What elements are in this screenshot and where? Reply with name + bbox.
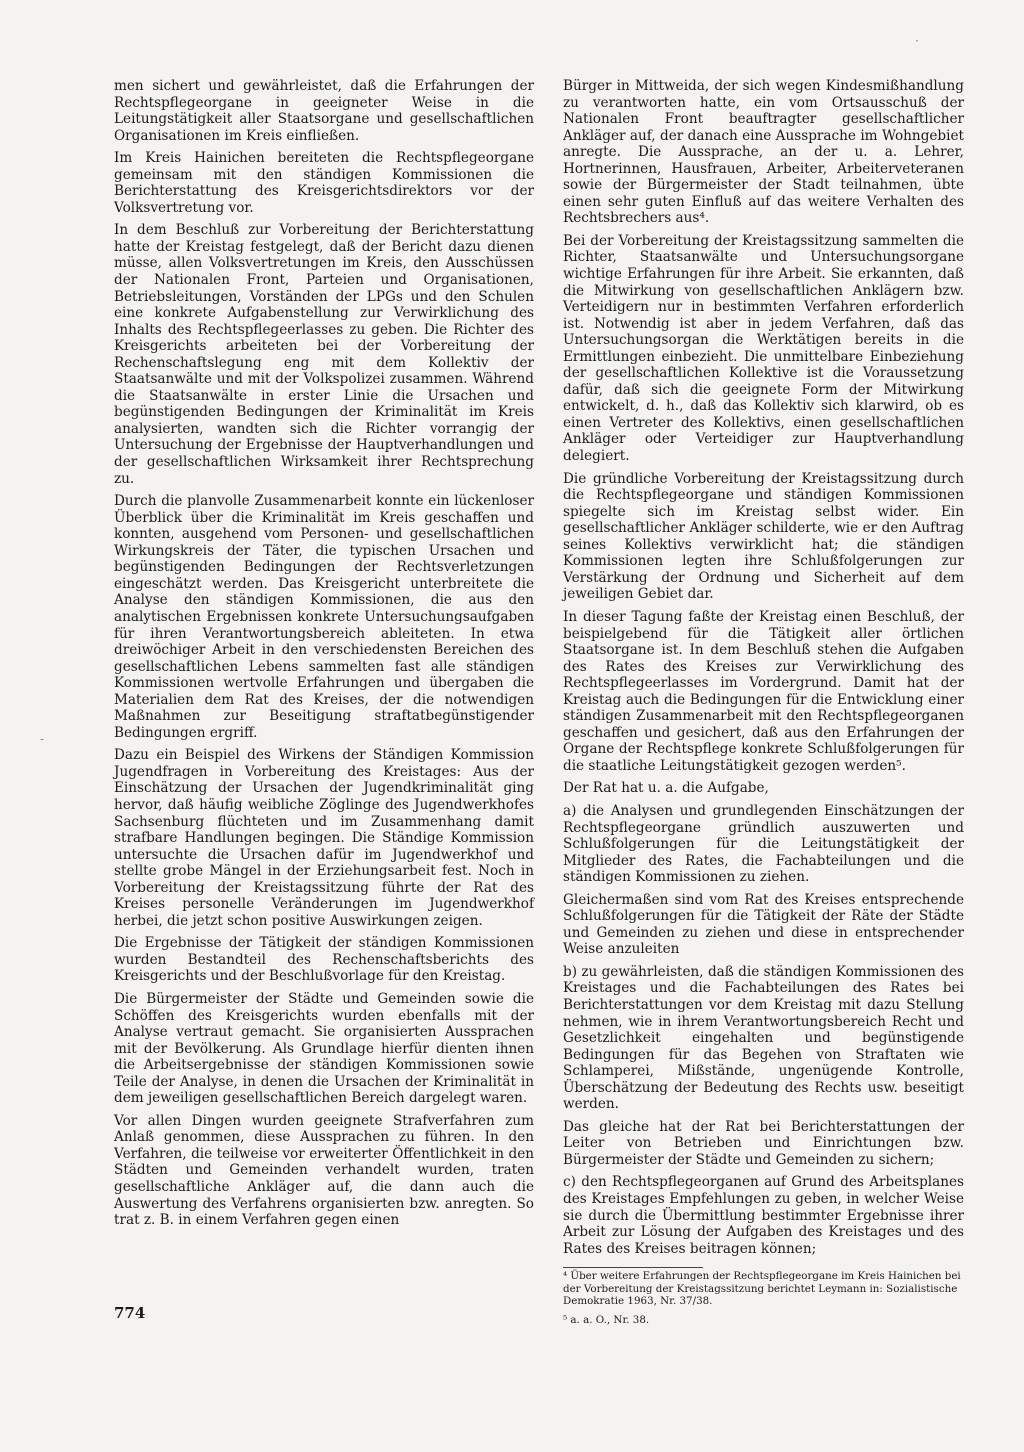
paragraph: Dazu ein Beispiel des Wirkens der Ständigen Kommission Jugendfragen in Vorbereitung des Kreistages: Aus der Einschätzung der Ursachen der Jugendkriminalität ging hervor, daß häufig weibliche Zöglinge des Jugendwerkhofes Sachsenburg flüchteten und im Zusammenhang damit strafbare Handlungen begingen. Die Ständige Kommission untersuchte die Ursachen dafür im Jugendwerkhof und stellte grobe Mängel in der Erziehungsarbeit fest. Noch in Vorbereitung der Kreistagssitzung führte der Rat des Kreises personelle Veränderungen im Jugendwerkhof herbei, die jetzt schon positive Auswirkungen zeigen. xyxy=(114,747,534,929)
paragraph: Die Ergebnisse der Tätigkeit der ständigen Kommissionen wurden Bestandteil des Rechenschaftsberichts des Kreisgerichts und der Beschlußvorlage für den Kreistag. xyxy=(114,935,534,985)
footnote: ⁴ Über weitere Erfahrungen der Rechtspflegeorgane im Kreis Hainichen bei der Vorbereitung der Kreistagssitzung berichtet Leymann in: Sozialistische Demokratie 1963, Nr. 37/38. xyxy=(563,1270,961,1308)
paragraph: Im Kreis Hainichen bereiteten die Rechtspflegeorgane gemeinsam mit den ständigen Kommissionen die Berichterstattung des Kreisgerichtsdirektors vor der Volksvertretung vor. xyxy=(114,150,534,216)
paragraph: men sichert und gewährleistet, daß die Erfahrungen der Rechtspflegeorgane in geeigneter Weise in die Leitungstätigkeit aller Staatsorgane und gesellschaftlichen Organisationen im Kreis einfließen. xyxy=(114,78,534,144)
right-column xyxy=(563,78,964,1332)
paragraph: Gleichermaßen sind vom Rat des Kreises entsprechende Schlußfolgerungen für die Tätigkeit der Räte der Städte und Gemeinden zu ziehen und diese in entsprechender Weise anzuleiten xyxy=(563,891,964,958)
paragraph: Das gleiche hat der Rat bei Berichterstattungen der Leiter von Betrieben und Einrichtungen bzw. Bürgermeister der Städte und Gemeinden zu sichern; xyxy=(563,1118,964,1168)
paragraph: Vor allen Dingen wurden geeignete Strafverfahren zum Anlaß genommen, diese Aussprachen zu führen. In den Verfahren, die teilweise vor erweiterter Öffentlichkeit in den Städten und Gemeinden verhandelt wurden, traten gesellschaftliche Ankläger auf, die dann auch die Auswertung des Verfahrens organisierten bzw. anregten. So trat z. B. in einem Verfahren gegen einen xyxy=(114,1112,534,1229)
paragraph: b) zu gewährleisten, daß die ständigen Kommissionen des Kreistages und die Fachabteilungen des Rates bei Berichterstattungen vor dem Kreistag mit dazu Stellung nehmen, wie in ihrem Verantwortungsbereich Recht und Gesetzlichkeit eingehalten und begünstigende Bedingungen für das Begehen von Straftaten wie Schlamperei, Mißstände, ungenügende Kontrolle, Überschätzung der Bedeutung des Rechts usw. beseitigt werden. xyxy=(563,963,964,1113)
page-number: 774 xyxy=(114,1304,146,1322)
footnotes xyxy=(563,1270,964,1326)
paragraph: In dieser Tagung faßte der Kreistag einen Beschluß, der beispielgebend für die Tätigkeit aller örtlichen Staatsorgane ist. In dem Beschluß stehen die Aufgaben des Rates des Kreises zur Verwirklichung des Rechtspflegeerlasses im Vordergrund. Damit hat der Kreistag auch die Bedingungen für die Entwicklung einer ständigen Zusammenarbeit mit den Rechtspflegeorganen geschaffen und gesichert, daß aus den Erfahrungen der Organe der Rechtspflege konkrete Schlußfolgerungen für die staatliche Leitungstätigkeit gezogen werden⁵. xyxy=(563,608,964,774)
paragraph: a) die Analysen und grundlegenden Einschätzungen der Rechtspflegeorgane gründlich auszuwerten und Schlußfolgerungen für die Leitungstätigkeit der Mitglieder des Rates, die Fachabteilungen und die ständigen Kommissionen zu ziehen. xyxy=(563,802,964,886)
paragraph: Bürger in Mittweida, der sich wegen Kindesmißhandlung zu verantworten hatte, ein vom Ortsausschuß der Nationalen Front beauftragter gesellschaftlicher Ankläger auf, der danach eine Aussprache im Wohngebiet anregte. Die Aussprache, an der u. a. Lehrer, Hortnerinnen, Hausfrauen, Arbeiter, Arbeiterveteranen sowie der Bürgermeister der Stadt teilnahmen, übte einen sehr guten Einfluß auf das weitere Verhalten des Rechtsbrechers aus⁴. xyxy=(563,78,964,227)
paragraph: In dem Beschluß zur Vorbereitung der Berichterstattung hatte der Kreistag festgelegt, daß der Bericht dazu dienen müsse, allen Volksvertretungen im Kreis, den Ausschüssen der Nationalen Front, Parteien und Organisationen, Betriebsleitungen, Vorständen der LPGs und den Schulen eine konkrete Aufgabenstellung zur Verwirklichung des Inhalts des Rechtspflegeerlasses zu geben. Die Richter des Kreisgerichts arbeiteten bei der Vorbereitung der Rechenschaftslegung eng mit dem Kollektiv der Staatsanwälte und mit der Volkspolizei zusammen. Während die Staatsanwälte in erster Linie die Ursachen und begünstigenden Bedingungen der Kriminalität im Kreis analysierten, wandten sich die Richter vorrangig der Untersuchung der Ergebnisse der Hauptverhandlungen und der gesellschaftlichen Wirksamkeit ihrer Rechtsprechung zu. xyxy=(114,222,534,487)
paragraph: Der Rat hat u. a. die Aufgabe, xyxy=(563,780,769,797)
footnote: ⁵ a. a. O., Nr. 38. xyxy=(563,1313,650,1326)
paragraph: Die Bürgermeister der Städte und Gemeinden sowie die Schöffen des Kreisgerichts wurden ebenfalls mit der Analyse vertraut gemacht. Sie organisierten Aussprachen mit der Bevölkerung. Als Grundlage hierfür dienten ihnen die Arbeitsergebnisse der ständigen Kommissionen sowie Teile der Analyse, in denen die Ursachen der Kriminalität in dem jeweiligen gesellschaftlichen Bereich dargelegt waren. xyxy=(114,990,534,1107)
paragraph: Durch die planvolle Zusammenarbeit konnte ein lückenloser Überblick über die Kriminalität im Kreis geschaffen und konnten, ausgehend vom Personen- und gesellschaftlichen Wirkungskreis der Täter, die typischen Ursachen und begünstigenden Bedingungen der Rechtsverletzungen eingeschätzt werden. Das Kreisgericht unterbreitete die Analyse den ständigen Kommissionen, die aus den analytischen Ergebnissen konkrete Untersuchungsaufgaben für ihren Verantwortungsbereich ableiteten. In etwa dreiwöchiger Arbeit in den verschiedensten Bereichen des gesellschaftlichen Lebens sammelten fast alle ständigen Kommissionen wertvolle Erfahrungen und übergaben die Materialien dem Rat des Kreises, der die notwendigen Maßnahmen zur Beseitigung straftatbegünstigender Bedingungen ergriff. xyxy=(114,493,534,741)
paragraph: Die gründliche Vorbereitung der Kreistagssitzung durch die Rechtspflegeorgane und ständigen Kommissionen spiegelte sich im Kreistag selbst wider. Ein gesellschaftlicher Ankläger schilderte, wie er den Auftrag seines Kollektivs verwirklicht hat; die ständigen Kommissionen legten ihre Schlußfolgerungen zur Verstärkung der Ordnung und Sicherheit auf dem jeweiligen Gebiet dar. xyxy=(563,470,964,603)
left-column xyxy=(114,78,534,1235)
scan-speck: · xyxy=(915,34,919,48)
paragraph: Bei der Vorbereitung der Kreistagssitzung sammelten die Richter, Staatsanwälte und Untersuchungsorgane wichtige Erfahrungen für ihre Arbeit. Sie erkannten, daß die Mitwirkung von gesellschaftlichen Anklägern bzw. Verteidigern nur in bestimmten Verfahren erforderlich ist. Notwendig ist aber in jedem Verfahren, daß das Untersuchungsorgan die Werktätigen bereits in die Ermittlungen einbezieht. Die unmittelbare Einbeziehung der gesellschaftlichen Kollektive ist die Voraussetzung dafür, daß sich die geeignete Form der Mitwirkung entwickelt, d. h., daß das Kollektiv sich klarwird, ob es einen Vertreter des Kollektivs, einen gesellschaftlichen Ankläger oder Verteidiger zur Hauptverhandlung delegiert. xyxy=(563,232,964,465)
scan-speck: - xyxy=(40,732,45,746)
paragraph: c) den Rechtspflegeorganen auf Grund des Arbeitsplanes des Kreistages Empfehlungen zu geben, in welcher Weise sie durch die Übermittlung bestimmter Ergebnisse ihrer Arbeit zur Lösung der Aufgaben des Kreistages und des Rates des Kreises beitragen können; xyxy=(563,1174,964,1257)
